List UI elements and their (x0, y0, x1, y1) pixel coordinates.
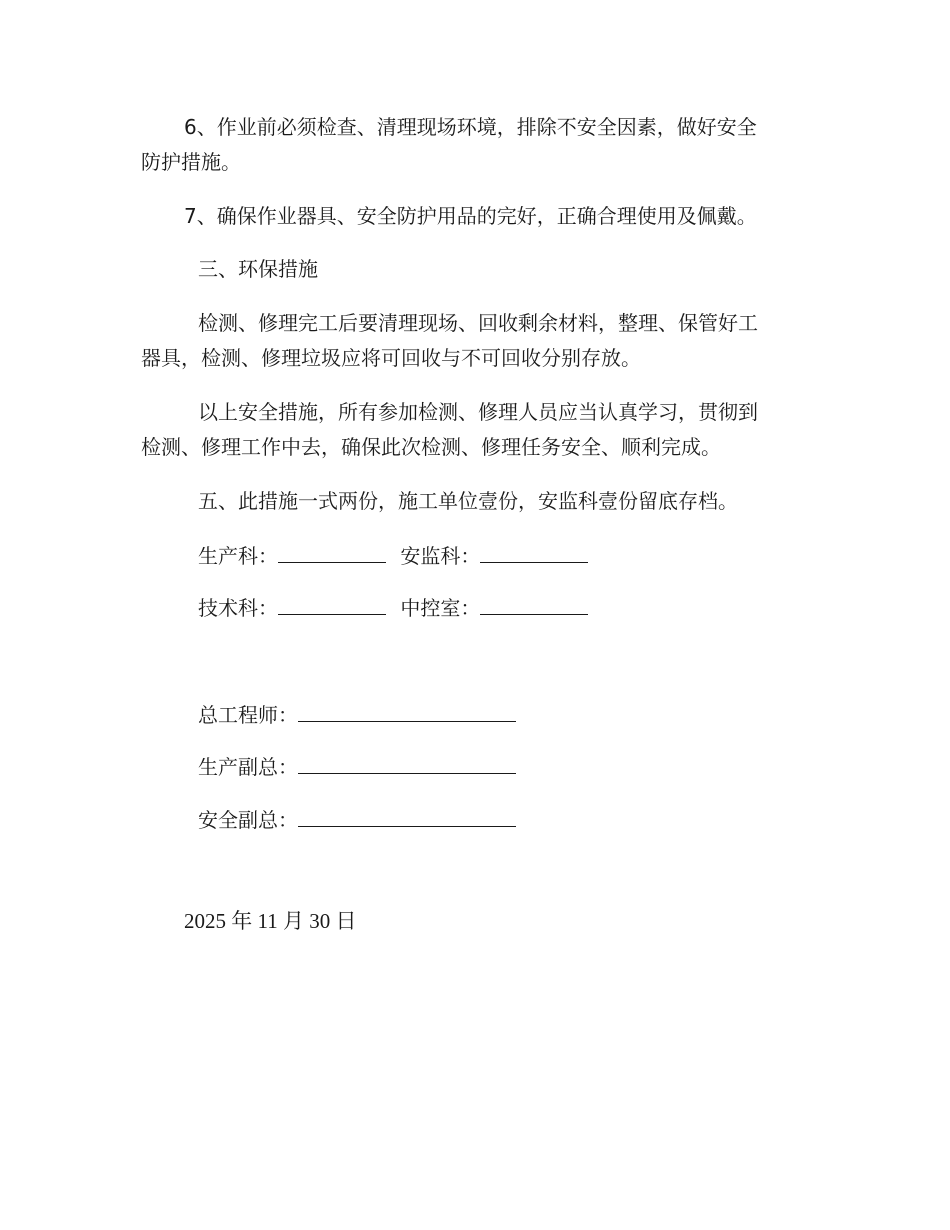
control-room-label: 中控室： (400, 596, 481, 620)
production-vp-label: 生产副总： (198, 755, 298, 779)
production-dept-signature-line[interactable] (278, 544, 386, 563)
chief-engineer-row (198, 703, 516, 725)
tech-dept-label: 技术科： (198, 596, 278, 620)
control-room-signature-line[interactable] (480, 596, 588, 615)
safety-vp-label: 安全副总： (198, 808, 298, 832)
study-paragraph-line-1: 以上安全措施，所有参加检测、修理人员应当认真学习，贯彻到 (198, 400, 758, 424)
section-5: 五、此措施一式两份，施工单位壹份，安监科壹份留底存档。 (198, 489, 738, 513)
env-paragraph-line-1: 检测、修理完工后要清理现场、回收剩余材料，整理、保管好工 (198, 311, 758, 335)
safety-vp-signature-line[interactable] (298, 808, 516, 827)
chief-engineer-signature-line[interactable] (298, 703, 516, 722)
signature-row-2 (198, 596, 588, 618)
item-6-line-1: 6、作业前必须检查、清理现场环境，排除不安全因素，做好安全 (184, 115, 757, 139)
production-dept-label: 生产科： (198, 544, 278, 568)
item-6-line-2: 防护措施。 (141, 150, 241, 174)
signature-row-1 (198, 544, 588, 566)
section-3-heading: 三、环保措施 (198, 257, 318, 281)
production-vp-row (198, 755, 516, 777)
env-paragraph-line-2: 器具，检测、修理垃圾应将可回收与不可回收分别存放。 (141, 346, 641, 370)
safety-vp-row (198, 808, 516, 830)
tech-dept-signature-line[interactable] (278, 596, 386, 615)
safety-dept-label: 安监科： (400, 544, 481, 568)
study-paragraph-line-2: 检测、修理工作中去，确保此次检测、修理任务安全、顺利完成。 (141, 435, 721, 459)
production-vp-signature-line[interactable] (298, 755, 516, 774)
chief-engineer-label: 总工程师： (198, 703, 298, 727)
item-7: 7、确保作业器具、安全防护用品的完好，正确合理使用及佩戴。 (184, 204, 757, 228)
document-date: 2025 年 11 月 30 日 (184, 909, 357, 933)
safety-dept-signature-line[interactable] (480, 544, 588, 563)
